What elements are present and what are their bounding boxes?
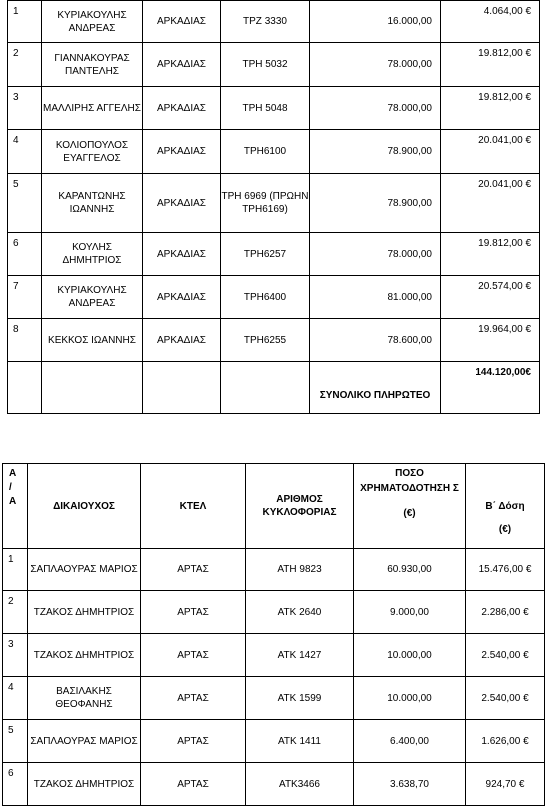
table-row	[3, 720, 545, 763]
table-row	[3, 677, 545, 720]
owner-name: ΚΟΛΙΟΠΟΥΛΟΣ ΕΥΑΓΓΕΛΟΣ	[42, 130, 143, 174]
header-b-dose-unit: (€)	[498, 524, 512, 535]
second-installment: 19.964,00 €	[441, 319, 540, 362]
second-installment: 19.812,00 €	[441, 87, 540, 130]
table-row	[8, 233, 540, 276]
plate-number: ΤΡΗ6255	[221, 319, 310, 362]
row-number: 1	[3, 549, 28, 591]
second-installment: 924,70 €	[466, 763, 545, 806]
table-row	[8, 319, 540, 362]
plate-number: ΤΡΗ 6969 (ΠΡΩΗΝ ΤΡΗ6169)	[221, 174, 310, 233]
ktel-name: ΑΡΚΑΔΙΑΣ	[143, 276, 221, 319]
ktel-name: ΑΡΤΑΣ	[141, 634, 246, 677]
plate-number: ΤΡΗ6400	[221, 276, 310, 319]
header-ktel: ΚΤΕΛ	[141, 464, 246, 549]
owner-name: ΤΖΑΚΟΣ ΔΗΜΗΤΡΙΟΣ	[28, 763, 141, 806]
plate-number: ΑΤΚ 1411	[246, 720, 354, 763]
row-number: 4	[3, 677, 28, 720]
plate-number: ΑΤΚ3466	[246, 763, 354, 806]
second-installment: 15.476,00 €	[466, 549, 545, 591]
row-number: 8	[8, 319, 42, 362]
header-plate: ΑΡΙΘΜΟΣ ΚΥΚΛΟΦΟΡΙΑΣ	[246, 464, 354, 549]
owner-name: ΚΥΡΙΑΚΟΥΛΗΣ ΑΝΔΡΕΑΣ	[42, 276, 143, 319]
row-number: 3	[8, 87, 42, 130]
header-owner: ΔΙΚΑΙΟΥΧΟΣ	[28, 464, 141, 549]
second-installment: 2.540,00 €	[466, 677, 545, 720]
plate-number: ΑΤΗ 9823	[246, 549, 354, 591]
funding-amount: 10.000,00	[354, 634, 466, 677]
funding-amount: 78.900,00	[310, 130, 441, 174]
header-aa-line3: Α	[9, 496, 17, 507]
ktel-name: ΑΡΤΑΣ	[141, 763, 246, 806]
funding-amount: 78.600,00	[310, 319, 441, 362]
total-row	[8, 362, 540, 414]
owner-name: ΣΑΠΛΑΟΥΡΑΣ ΜΑΡΙΟΣ	[28, 720, 141, 763]
ktel-name: ΑΡΚΑΔΙΑΣ	[143, 233, 221, 276]
owner-name: ΚΟΥΛΗΣ ΔΗΜΗΤΡΙΟΣ	[42, 233, 143, 276]
second-installment: 1.626,00 €	[466, 720, 545, 763]
second-installment: 19.812,00 €	[441, 43, 540, 87]
owner-name: ΚΑΡΑΝΤΩΝΗΣ ΙΩΑΝΝΗΣ	[42, 174, 143, 233]
second-installment: 20.574,00 €	[441, 276, 540, 319]
plate-number: ΤΡΗ 5048	[221, 87, 310, 130]
second-installment: 19.812,00 €	[441, 233, 540, 276]
funding-amount: 81.000,00	[310, 276, 441, 319]
header-aa-line2: /	[9, 482, 12, 493]
row-number: 6	[3, 763, 28, 806]
funding-amount: 3.638,70	[354, 763, 466, 806]
ktel-name: ΑΡΚΑΔΙΑΣ	[143, 130, 221, 174]
owner-name: ΜΑΛΛΙΡΗΣ ΑΓΓΕΛΗΣ	[42, 87, 143, 130]
funding-amount: 78.000,00	[310, 87, 441, 130]
empty-cell	[8, 362, 42, 414]
second-installment: 2.286,00 €	[466, 591, 545, 634]
row-number: 2	[8, 43, 42, 87]
header-amount-label: ΠΟΣΟ ΧΡΗΜΑΤΟΔΟΤΗΣΗ Σ	[360, 468, 459, 494]
empty-cell	[42, 362, 143, 414]
table-row	[8, 276, 540, 319]
table-row	[3, 591, 545, 634]
row-number: 7	[8, 276, 42, 319]
plate-number: ΤΡΗ6100	[221, 130, 310, 174]
plate-number: ΑΤΚ 1427	[246, 634, 354, 677]
funding-amount: 60.930,00	[354, 549, 466, 591]
plate-number: ΤΡΗ 5032	[221, 43, 310, 87]
header-amount	[354, 464, 466, 549]
ktel-name: ΑΡΚΑΔΙΑΣ	[143, 174, 221, 233]
row-number: 3	[3, 634, 28, 677]
funding-amount: 16.000,00	[310, 1, 441, 43]
table-row	[8, 43, 540, 87]
funding-table-arkadia	[7, 0, 540, 414]
owner-name: ΒΑΣΙΛΑΚΗΣ ΘΕΟΦΑΝΗΣ	[28, 677, 141, 720]
header-aa	[3, 464, 28, 549]
second-installment: 20.041,00 €	[441, 174, 540, 233]
ktel-name: ΑΡΚΑΔΙΑΣ	[143, 319, 221, 362]
header-aa-line1: Α	[9, 468, 17, 479]
second-installment: 20.041,00 €	[441, 130, 540, 174]
owner-name: ΚΕΚΚΟΣ ΙΩΑΝΝΗΣ	[42, 319, 143, 362]
owner-name: ΣΑΠΛΑΟΥΡΑΣ ΜΑΡΙΟΣ	[28, 549, 141, 591]
row-number: 4	[8, 130, 42, 174]
owner-name: ΚΥΡΙΑΚΟΥΛΗΣ ΑΝΔΡΕΑΣ	[42, 1, 143, 43]
table-row	[3, 634, 545, 677]
ktel-name: ΑΡΚΑΔΙΑΣ	[143, 43, 221, 87]
table-row	[8, 174, 540, 233]
table-row	[3, 763, 545, 806]
row-number: 2	[3, 591, 28, 634]
ktel-name: ΑΡΚΑΔΙΑΣ	[143, 1, 221, 43]
header-row	[3, 464, 545, 549]
owner-name: ΓΙΑΝΝΑΚΟΥΡΑΣ ΠΑΝΤΕΛΗΣ	[42, 43, 143, 87]
header-amount-unit: (€)	[403, 508, 416, 519]
second-installment: 4.064,00 €	[441, 1, 540, 43]
table-row	[3, 549, 545, 591]
funding-amount: 6.400,00	[354, 720, 466, 763]
table-row	[8, 130, 540, 174]
funding-amount: 9.000,00	[354, 591, 466, 634]
row-number: 1	[8, 1, 42, 43]
row-number: 5	[3, 720, 28, 763]
row-number: 5	[8, 174, 42, 233]
funding-amount: 78.000,00	[310, 233, 441, 276]
empty-cell	[143, 362, 221, 414]
funding-amount: 78.900,00	[310, 174, 441, 233]
ktel-name: ΑΡΤΑΣ	[141, 591, 246, 634]
plate-number: ΤΡΖ 3330	[221, 1, 310, 43]
ktel-name: ΑΡΤΑΣ	[141, 549, 246, 591]
row-number: 6	[8, 233, 42, 276]
table-row	[8, 1, 540, 43]
ktel-name: ΑΡΤΑΣ	[141, 677, 246, 720]
plate-number: ΑΤΚ 2640	[246, 591, 354, 634]
second-installment: 2.540,00 €	[466, 634, 545, 677]
plate-number: ΑΤΚ 1599	[246, 677, 354, 720]
funding-table-arta	[2, 463, 545, 806]
table-row	[8, 87, 540, 130]
ktel-name: ΑΡΚΑΔΙΑΣ	[143, 87, 221, 130]
header-b-dose-label: Β΄ Δόση	[485, 501, 525, 512]
total-label: ΣΥΝΟΛΙΚΟ ΠΛΗΡΩΤΕΟ	[310, 362, 441, 414]
header-second-installment	[466, 464, 545, 549]
funding-amount: 10.000,00	[354, 677, 466, 720]
owner-name: ΤΖΑΚΟΣ ΔΗΜΗΤΡΙΟΣ	[28, 591, 141, 634]
empty-cell	[221, 362, 310, 414]
owner-name: ΤΖΑΚΟΣ ΔΗΜΗΤΡΙΟΣ	[28, 634, 141, 677]
plate-number: ΤΡΗ6257	[221, 233, 310, 276]
ktel-name: ΑΡΤΑΣ	[141, 720, 246, 763]
funding-amount: 78.000,00	[310, 43, 441, 87]
total-value: 144.120,00€	[441, 362, 540, 414]
